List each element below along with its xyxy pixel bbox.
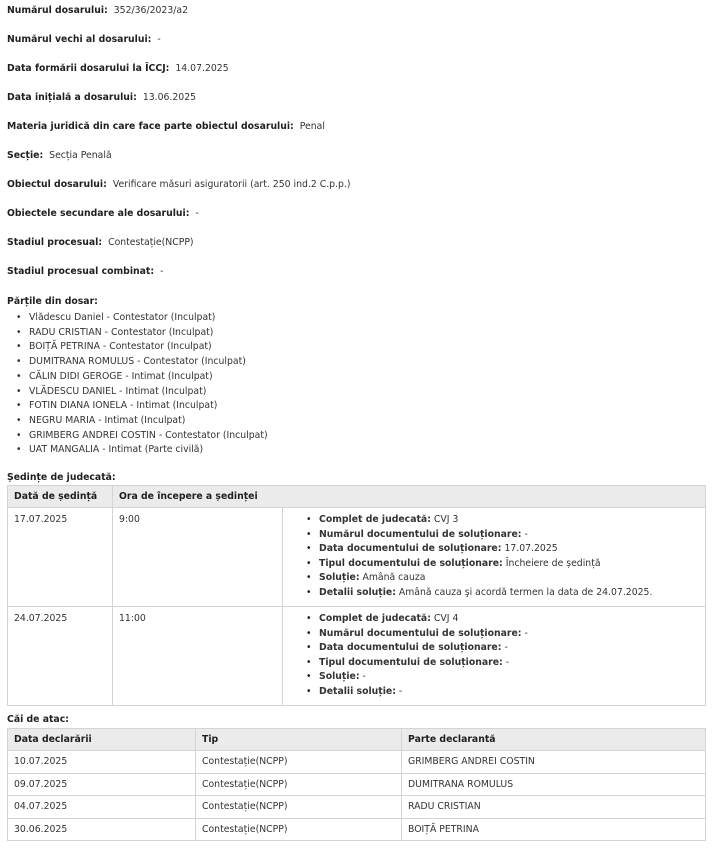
session-time: 9:00 — [113, 508, 283, 607]
detail-detalii-solutie: • Detalii soluție: - — [319, 685, 697, 700]
party-item: • DUMITRANA ROMULUS - Contestator (Inculpat) — [29, 355, 268, 370]
detail-complet: • Complet de judecată: CVJ 4 — [319, 612, 697, 627]
field-value: 352/36/2023/a2 — [113, 5, 188, 16]
party-item: • UAT MANGALIA - Intimat (Parte civilă) — [29, 443, 268, 458]
detail-solutie: • Soluție: Amână cauza — [319, 571, 697, 586]
field-label: Data formării dosarului la ÎCCJ: — [7, 63, 170, 74]
field-numar-vechi — [7, 34, 161, 46]
field-sectie — [7, 150, 112, 162]
header-tip: Tip — [196, 729, 402, 751]
detail-complet: • Complet de judecată: CVJ 3 — [319, 513, 697, 528]
party-item: • Vlădescu Daniel - Contestator (Inculpat) — [29, 311, 268, 326]
field-label: Numărul vechi al dosarului: — [7, 34, 152, 45]
field-value: 13.06.2025 — [142, 92, 197, 103]
appeal-party: BOIȚĂ PETRINA — [402, 818, 706, 841]
detail-tip-document: • Tipul documentului de soluționare: Încheiere de ședință — [319, 557, 697, 572]
session-details — [283, 607, 706, 706]
field-label: Secție: — [7, 150, 44, 161]
appeal-type: Contestație(NCPP) — [196, 773, 402, 796]
party-item: • VLĂDESCU DANIEL - Intimat (Inculpat) — [29, 385, 268, 400]
appeals-title: Căi de atac: — [7, 714, 69, 725]
field-label: Obiectul dosarului: — [7, 179, 107, 190]
header-parte-declaranta: Parte declarantă — [402, 729, 706, 751]
detail-tip-document: • Tipul documentului de soluționare: - — [319, 656, 697, 671]
detail-numar-document: • Numărul documentului de soluționare: - — [319, 528, 697, 543]
field-value: Verificare măsuri asiguratorii (art. 250 ind.2 C.p.p.) — [112, 179, 351, 190]
session-row — [8, 508, 706, 607]
sessions-table — [7, 485, 706, 706]
session-date: 17.07.2025 — [8, 508, 113, 607]
party-item: • FOTIN DIANA IONELA - Intimat (Inculpat) — [29, 399, 268, 414]
detail-solutie: • Soluție: - — [319, 670, 697, 685]
field-label: Obiectele secundare ale dosarului: — [7, 208, 190, 219]
appeals-header-row — [8, 729, 706, 751]
header-ora-inceperii: Ora de începere a ședinței — [113, 486, 706, 508]
detail-numar-document: • Numărul documentului de soluționare: - — [319, 627, 697, 642]
appeal-row — [8, 773, 706, 796]
appeal-party: GRIMBERG ANDREI COSTIN — [402, 751, 706, 774]
party-item: • GRIMBERG ANDREI COSTIN - Contestator (Inculpat) — [29, 429, 268, 444]
party-item: • NEGRU MARIA - Intimat (Inculpat) — [29, 414, 268, 429]
field-value: - — [195, 208, 199, 219]
session-details — [283, 508, 706, 607]
field-value: 14.07.2025 — [175, 63, 229, 74]
appeal-type: Contestație(NCPP) — [196, 796, 402, 819]
appeal-party: RADU CRISTIAN — [402, 796, 706, 819]
appeal-date: 09.07.2025 — [8, 773, 196, 796]
field-materia-juridica — [7, 121, 325, 133]
appeal-date: 04.07.2025 — [8, 796, 196, 819]
field-label: Stadiul procesual: — [7, 237, 103, 248]
appeal-row — [8, 796, 706, 819]
field-stadiu-combinat — [7, 266, 163, 278]
appeal-row — [8, 751, 706, 774]
session-date: 24.07.2025 — [8, 607, 113, 706]
field-label: Numărul dosarului: — [7, 5, 108, 16]
field-numar-dosar — [7, 5, 188, 17]
field-data-formarii — [7, 63, 229, 75]
detail-data-document: • Data documentului de soluționare: - — [319, 641, 697, 656]
field-label: Data inițială a dosarului: — [7, 92, 137, 103]
appeal-type: Contestație(NCPP) — [196, 818, 402, 841]
field-value: Contestație(NCPP) — [108, 237, 194, 248]
field-stadiu-procesual — [7, 237, 194, 249]
session-row — [8, 607, 706, 706]
party-item: • BOIȚĂ PETRINA - Contestator (Inculpat) — [29, 340, 268, 355]
field-value: Secția Penală — [49, 150, 112, 161]
field-value: Penal — [299, 121, 325, 132]
parties-title: Părțile din dosar: — [7, 296, 98, 307]
party-item: • RADU CRISTIAN - Contestator (Inculpat) — [29, 326, 268, 341]
field-value: - — [157, 34, 161, 45]
header-data-sedinta: Dată de ședință — [8, 486, 113, 508]
detail-detalii-solutie: • Detalii soluție: Amână cauza şi acordă termen la data de 24.07.2025. — [319, 586, 697, 601]
field-obiect — [7, 179, 351, 191]
sessions-title: Ședințe de judecată: — [7, 472, 116, 483]
appeal-row — [8, 818, 706, 841]
appeals-table — [7, 728, 706, 841]
appeal-date: 30.06.2025 — [8, 818, 196, 841]
header-data-declararii: Data declarării — [8, 729, 196, 751]
field-data-initiala — [7, 92, 196, 104]
parties-list — [7, 311, 268, 458]
field-label: Materia juridică din care face parte obiectul dosarului: — [7, 121, 294, 132]
field-value: - — [160, 266, 164, 277]
field-label: Stadiul procesual combinat: — [7, 266, 155, 277]
field-obiecte-secundare — [7, 208, 199, 220]
party-item: • CĂLIN DIDI GEROGE - Intimat (Inculpat) — [29, 370, 268, 385]
appeal-type: Contestație(NCPP) — [196, 751, 402, 774]
detail-data-document: • Data documentului de soluționare: 17.07.2025 — [319, 542, 697, 557]
session-time: 11:00 — [113, 607, 283, 706]
sessions-header-row — [8, 486, 706, 508]
appeal-date: 10.07.2025 — [8, 751, 196, 774]
appeal-party: DUMITRANA ROMULUS — [402, 773, 706, 796]
